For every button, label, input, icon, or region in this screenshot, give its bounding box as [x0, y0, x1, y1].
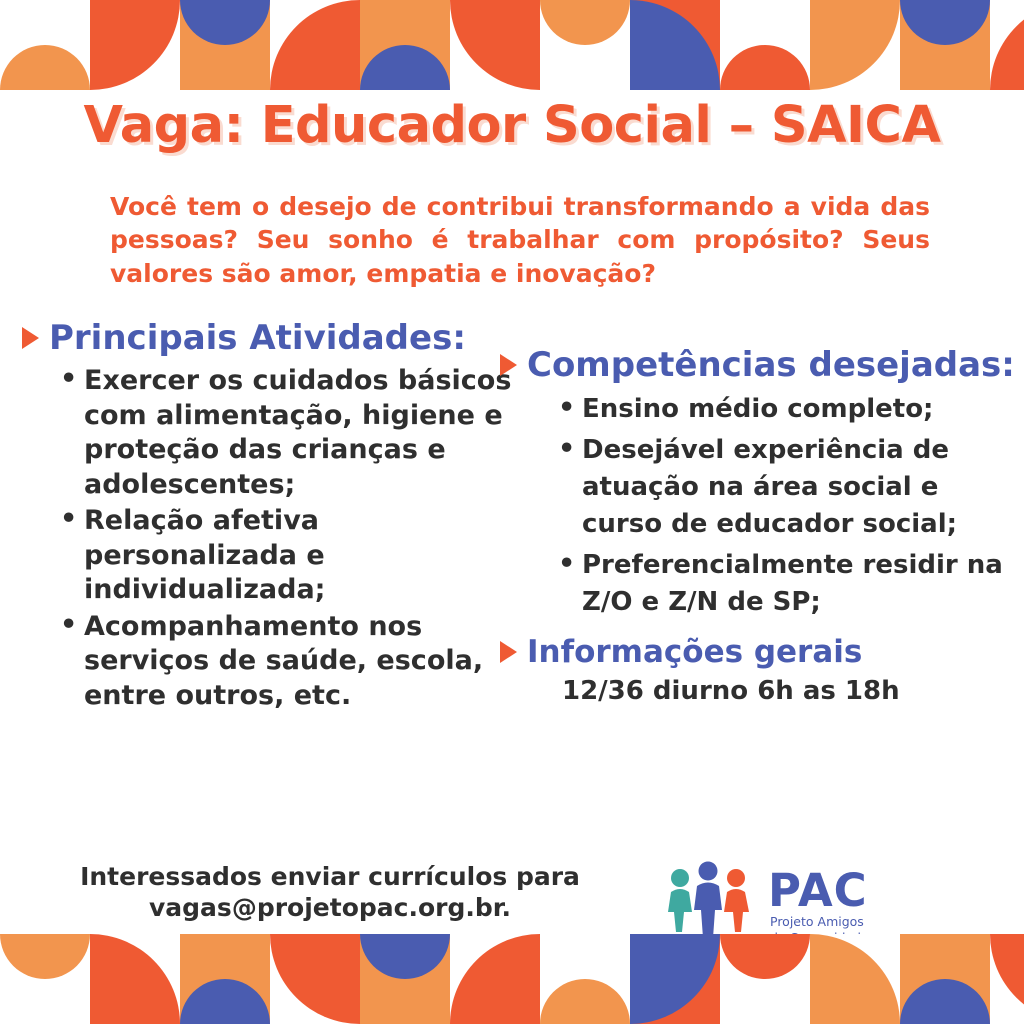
pattern-tile: [990, 934, 1024, 1024]
logo-wordmark: PAC: [768, 864, 868, 917]
competencies-list: [500, 391, 1010, 620]
pattern-shape: [270, 934, 360, 1024]
list-item: • Relação afetiva personalizada e individualizada;: [84, 504, 514, 608]
pattern-tile: [900, 0, 990, 90]
activities-list: [22, 364, 514, 713]
pattern-shape: [270, 0, 360, 90]
pattern-shape: [90, 0, 180, 90]
pattern-shape: [720, 45, 810, 90]
pattern-shape: [180, 0, 270, 45]
pattern-tile: [540, 0, 630, 90]
pattern-shape: [180, 979, 270, 1024]
general-info-heading: [500, 634, 1010, 670]
pattern-tile: [450, 0, 540, 90]
pattern-tile: [720, 934, 810, 1024]
decorative-pattern-bottom: [0, 934, 1024, 1024]
activities-column: [22, 318, 514, 715]
pattern-shape: [540, 979, 630, 1024]
people-group-icon: [664, 860, 760, 944]
pattern-tile: [270, 0, 360, 90]
pattern-tile: [900, 934, 990, 1024]
pattern-tile: [540, 934, 630, 1024]
pattern-tile: [630, 0, 720, 90]
triangle-bullet-icon: [500, 354, 517, 376]
pattern-tile: [360, 934, 450, 1024]
general-info-heading-label: Informações gerais: [527, 634, 863, 671]
page-title: Vaga: Educador Social – SAICA: [83, 96, 941, 155]
pattern-shape: [720, 934, 810, 979]
contact-block: [20, 862, 640, 923]
competencies-column: [500, 345, 1015, 707]
list-item: • Preferencialmente residir na Z/O e Z/N de SP;: [582, 547, 1010, 621]
pattern-shape: [90, 934, 180, 1024]
pattern-shape: [0, 45, 90, 90]
pattern-shape: [630, 934, 720, 1024]
contact-email[interactable]: vagas@projetopac.org.br.: [149, 892, 511, 922]
logo-subtitle-line-1: Projeto Amigos: [770, 914, 864, 929]
list-item: • Desejável experiência de atuação na área social e curso de educador social;: [582, 432, 1010, 543]
pattern-shape: [450, 0, 540, 90]
activities-heading-label: Principais Atividades:: [49, 318, 466, 358]
pattern-shape: [540, 0, 630, 45]
contact-line-1: Interessados enviar currículos para: [80, 862, 580, 891]
pattern-tile: [180, 934, 270, 1024]
pattern-shape: [0, 934, 90, 979]
pattern-tile: [0, 0, 90, 90]
pattern-shape: [360, 45, 450, 90]
pattern-shape: [630, 0, 720, 90]
triangle-bullet-icon: [22, 327, 39, 349]
triangle-bullet-icon: [500, 641, 517, 663]
pattern-shape: [450, 934, 540, 1024]
pattern-tile: [90, 0, 180, 90]
pattern-shape: [990, 934, 1024, 1024]
pattern-shape: [360, 934, 450, 979]
decorative-pattern-top: [0, 0, 1024, 90]
intro-paragraph: Você tem o desejo de contribui transformando a vida das pessoas? Seu sonho é trabalhar com propósito? Seus valores são amor, empatia e inovação?: [110, 192, 930, 288]
pattern-tile: [0, 934, 90, 1024]
list-item: • Ensino médio completo;: [582, 391, 1010, 428]
pattern-tile: [360, 0, 450, 90]
pattern-tile: [450, 934, 540, 1024]
pattern-tile: [810, 0, 900, 90]
list-item: • Acompanhamento nos serviços de saúde, escola, entre outros, etc.: [84, 610, 514, 714]
pattern-shape: [810, 0, 900, 90]
pattern-shape: [990, 0, 1024, 90]
pattern-tile: [990, 0, 1024, 90]
general-info-text: 12/36 diurno 6h as 18h: [562, 676, 900, 707]
activities-heading: [22, 318, 514, 358]
competencies-heading-label: Competências desejadas:: [527, 345, 1015, 385]
list-item: • Exercer os cuidados básicos com alimentação, higiene e proteção das crianças e adolescentes;: [84, 364, 514, 502]
pattern-tile: [270, 934, 360, 1024]
pattern-shape: [810, 934, 900, 1024]
pattern-tile: [720, 0, 810, 90]
pattern-shape: [900, 0, 990, 45]
competencies-heading: [500, 345, 1015, 385]
pattern-tile: [810, 934, 900, 1024]
pattern-shape: [900, 979, 990, 1024]
pattern-tile: [90, 934, 180, 1024]
pattern-tile: [180, 0, 270, 90]
pattern-tile: [630, 934, 720, 1024]
